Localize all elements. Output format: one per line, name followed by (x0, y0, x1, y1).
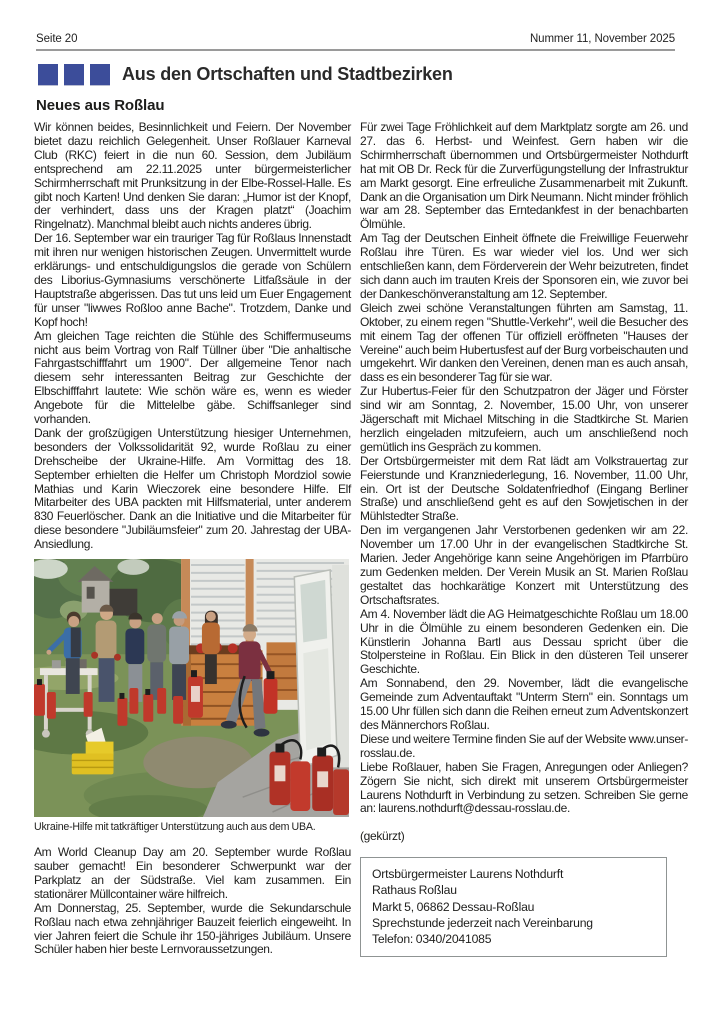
article-photo (34, 559, 349, 817)
paragraph: Der 16. September war ein trauriger Tag für Roßlaus Innenstadt mit ihren nur wenigen historischen Zeugen. Unvermittelt wurde erklärungs- und entschuldigungslos die gerade von Schülern des Liborius-Gymnasiums verschönerte Litfaßsäule in der Hauptstraße abgerissen. Das tut uns leid um Euer Engagement für unser "liwwes Roßloo anne Bache". Trotzdem, Danke und Kopf hoch! (34, 231, 351, 329)
contact-box (360, 857, 667, 957)
paragraph: Am 4. November lädt die AG Heimatgeschichte Roßlau um 18.00 Uhr in die Ölmühle zu einem besonderen Gedenken ein. Die Künstlerin Johanna Bartl aus Dessau spricht über die Stolpersteine in Roßlau. Ein Blick in den düsteren Teil unserer Geschichte. (360, 606, 688, 677)
page-number-label: Seite 20 (36, 33, 78, 45)
shortened-note: (gekürzt) (360, 829, 405, 844)
paragraph: Am Donnerstag, 25. September, wurde die Sekundarschule Roßlau nach etwa zehnjähriger Bauzeit feierlich eingeweiht. In vier Jahren feiert die Schule ihr 150-jähriges Jubiläum. Unsere Schüler haben hier beste Lernvoraussetzungen. (34, 900, 351, 957)
contact-line: Telefon: 0340/2041085 (372, 932, 492, 947)
section-title: Aus den Ortschaften und Stadtbezirken (122, 64, 453, 84)
photo-illustration (34, 559, 349, 817)
photo-caption: Ukraine-Hilfe mit tatkräftiger Unterstützung auch aus dem UBA. (34, 821, 316, 834)
paragraph: Diese und weitere Termine finden Sie auf der Website www.unser-rosslau.de. (360, 731, 688, 760)
contact-line: Rathaus Roßlau (372, 883, 457, 898)
paragraph: Am Sonnabend, den 29. November, lädt die evangelische Gemeinde zum Adventauftakt "Unterm Stern" ein. Sonntags um 15.00 Uhr füllen sich dann die Reihen erneut zum Adventskonzert des Männerchors Roßlau. (360, 676, 688, 732)
section-header (38, 64, 453, 85)
left-column (34, 121, 351, 957)
paragraph: Am Tag der Deutschen Einheit öffnete die Freiwillige Feuerwehr Roßlau ihre Türen. Es war wieder viel los. Und wer sich entschließen kann, dem Förderverein der Wehr beizutreten, findet sich dann auch im trauten Kreis der Sponsoren ein, wie zuvor bei der Dankeschönveranstaltung am 12. September. (360, 231, 688, 301)
paragraph: Den im vergangenen Jahr Verstorbenen gedenken wir am 22. November um 17.00 Uhr in der evangelischen Stadtkirche St. Marien. Jeder Angehörige kann seine Angehörigen im Pfarrbüro zum Gedenken melden. Der Verein Musik an St. Marien Roßlau gestaltet das hochkarätige Konzert mit Unterstützung des Ortschaftsrates. (360, 523, 688, 607)
contact-line: Ortsbürgermeister Laurens Nothdurft (372, 867, 564, 882)
paragraph: Zur Hubertus-Feier für den Schutzpatron der Jäger und Förster sind wir am Sonntag, 2. November, 15.00 Uhr, von unserer Jägerschaft mit Michael Mitsching in die Stadtkirche St. Marien herzlich eingeladen mitzufeiern, auch um anschließend noch gemütlich ins Gespräch zu kommen. (360, 384, 688, 454)
article-title: Neues aus Roßlau (36, 97, 165, 114)
header-rule (36, 49, 675, 51)
paragraph: Wir können beides, Besinnlichkeit und Feiern. Der November bietet dazu reichlich Gelegenheit. Unser Roßlauer Karneval Club (RKC) feiert in die nun 60. Session, dem Jubiläum entsprechend am 22.11.2025 unter bürgermeisterlicher Schirmherrschaft mit Prunksitzung in der Elbe-Rossel-Halle. Es gibt noch Karten! Und denken Sie daran: „Humor ist der Knopf, der verhindert, dass uns der Kragen platzt“ (Joachim Ringelnatz). Manchmal bleibt auch nichts anderes übrig. (34, 120, 351, 232)
paragraph: Dank der großzügigen Unterstützung hiesiger Unternehmen, besonders der Volkssolidarität 92, wurde Roßlau zu einer Drehscheibe der Ukraine-Hilfe. Am Vormittag des 18. September erhielten die Helfer um Christoph Mordziol sowie Mathias und Karin Wieczorek eine besondere Hilfe. Elf Mitarbeiter des UBA packten mit Hilfsmaterial, unter anderem 830 Feuerlöscher. Dank an die Initiative und die Mitarbeiter für diese besondere "Jubiläumsfeier" zum 20. Jahrestag der UBA-Ansiedlung. (34, 425, 351, 552)
right-column (360, 121, 688, 957)
issue-label: Nummer 11, November 2025 (529, 33, 675, 45)
paragraph: Gleich zwei schöne Veranstaltungen führten am Samstag, 11. Oktober, zu einem regen "Shuttle-Verkehr", weil die Besucher des mit einem Tag der offenen Tür offiziell eröffneten "Hauses der Vereine" auch beim Hubertusfest auf der Burg vorbeischauten und umgekehrt. Wir danken den Vereinen, denen man es auch ansah, dass es ein besonderer Tag für sie war. (360, 300, 688, 385)
paragraph: Der Ortsbürgermeister mit dem Rat lädt am Volkstrauertag zur Feierstunde und Kranzniederlegung, 16. November, 11.00 Uhr, ein. Ort ist der Deutsche Soldatenfriedhof (Eingang Berliner Straße) und anschließend geht es auf den Sowjetischen in der Mühlstedter Straße. (360, 453, 688, 524)
paragraph: Für zwei Tage Fröhlichkeit auf dem Marktplatz sorgte am 26. und 27. das 6. Herbst- und Weinfest. Gern haben wir die Schirmherrschaft übernommen und Ortsbürgermeister Nothdurft hat mit OB Dr. Reck für die Zurverfügungstellung der Infrastruktur am Markt gesorgt. Eine erfreuliche Zusammenarbeit mit Zukunft. Dank an die Organisation um Dirk Neumann. Nicht minder fröhlich war am 28. September das Erntedankfest in der benachbarten Ölmühle. (360, 120, 688, 232)
section-marker-icon (38, 64, 110, 85)
contact-line: Markt 5, 06862 Dessau-Roßlau (372, 899, 535, 914)
contact-line: Sprechstunde jederzeit nach Vereinbarung (372, 915, 593, 930)
paragraph: Am World Cleanup Day am 20. September wurde Roßlau sauber gemacht! Ein besonderer Schwerpunkt war der Parkplatz an der Südstraße. Viel kam zusammen. Ein stationärer Müllcontainer wäre hilfreich. (34, 845, 351, 901)
paragraph: Liebe Roßlauer, haben Sie Fragen, Anregungen oder Anliegen? Zögern Sie nicht, sich direkt mit unserem Ortsbürgermeister Laurens Nothdurft in Verbindung zu setzen. Schreiben Sie gerne an: laurens.nothdurft@dessau-rosslau.de. (360, 759, 688, 816)
paragraph: Am gleichen Tage reichten die Stühle des Schiffermuseums nicht aus beim Vortrag von Ralf Tüllner über "Die anhaltische Fahrgastschifffahrt um 1900". Der allgemeine Tenor nach diesem sehr interessanten Beitrag zur Geschichte der Elbschifffahrt lautete: Wie schön wäre es, wenn es wieder Angebote für die Mittelelbe gäbe. Schiffsanleger sind vorhanden. (34, 328, 351, 427)
